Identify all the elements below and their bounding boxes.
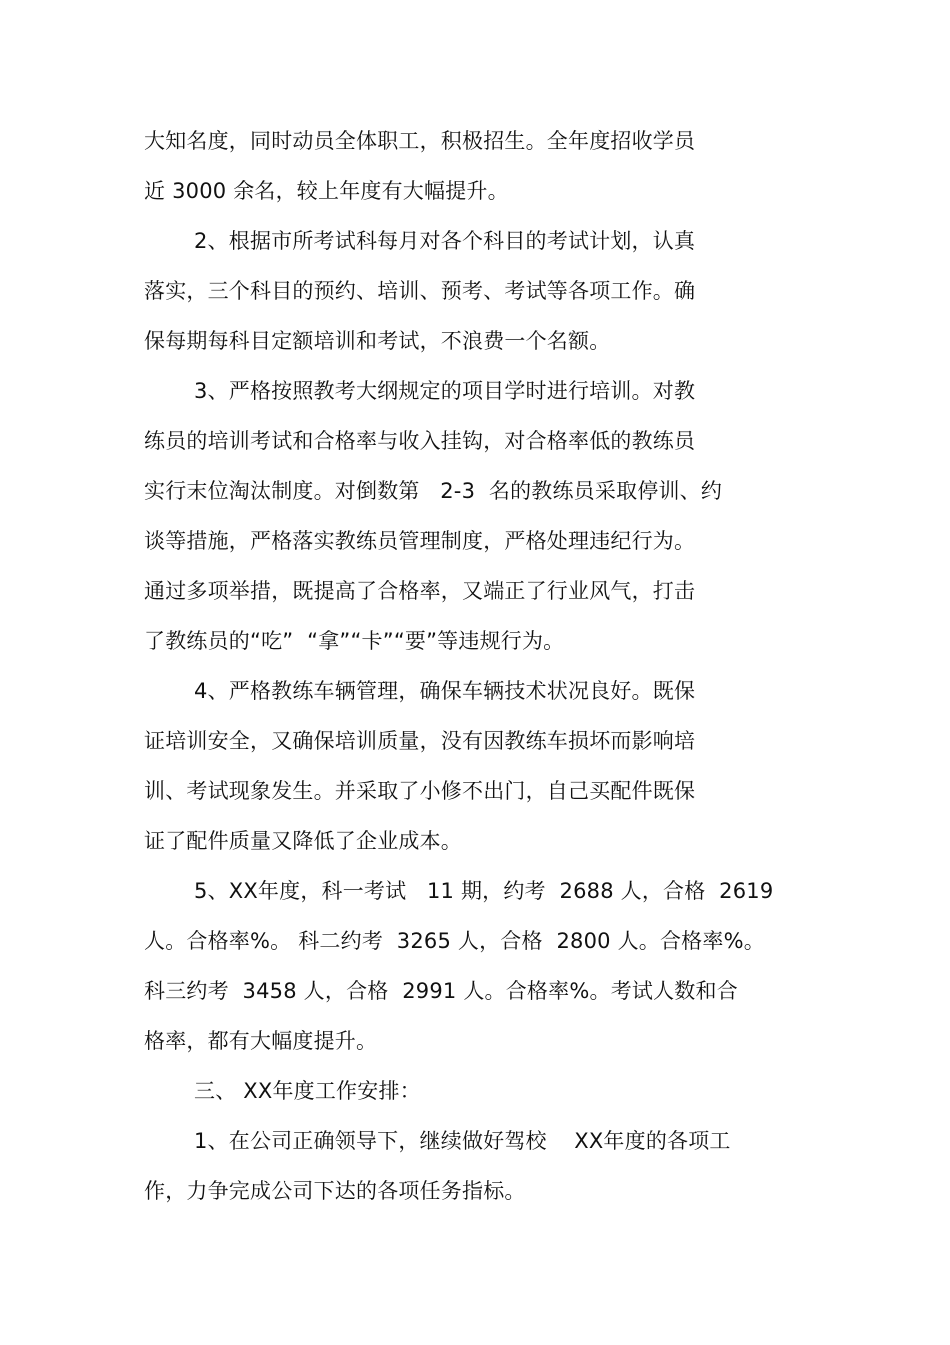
- text-line: 证了配件质量又降低了企业成本。: [144, 829, 462, 853]
- text-line: 4、严格教练车辆管理，确保车辆技术状况良好。既保: [194, 679, 696, 703]
- text-line: 证培训安全，又确保培训质量，没有因教练车损坏而影响培: [144, 729, 696, 753]
- text-line: 科三约考 3458 人，合格 2991 人。合格率%。考试人数和合: [144, 979, 738, 1003]
- text-line: 保每期每科目定额培训和考试，不浪费一个名额。: [144, 329, 611, 353]
- text-line: 近 3000 余名，较上年度有大幅提升。: [144, 179, 509, 203]
- text-line: 谈等措施，严格落实教练员管理制度，严格处理违纪行为。: [144, 529, 696, 553]
- text-line: 5、XX年度，科一考试 11 期，约考 2688 人，合格 2619: [194, 879, 774, 903]
- text-line: 格率，都有大幅度提升。: [144, 1029, 378, 1053]
- text-line: 训、考试现象发生。并采取了小修不出门，自己买配件既保: [144, 779, 696, 803]
- text-line: 2、根据市所考试科每月对各个科目的考试计划，认真: [194, 229, 696, 253]
- text-line: 了教练员的“吃” “拿”“卡”“要”等违规行为。: [144, 629, 565, 653]
- text-line: 练员的培训考试和合格率与收入挂钩，对合格率低的教练员: [144, 429, 696, 453]
- text-line: 作，力争完成公司下达的各项任务指标。: [144, 1179, 526, 1203]
- text-line: 1、在公司正确领导下，继续做好驾校 XX年度的各项工: [194, 1129, 731, 1153]
- text-line: 3、严格按照教考大纲规定的项目学时进行培训。对教: [194, 379, 696, 403]
- text-line: 人。合格率%。 科二约考 3265 人，合格 2800 人。合格率%。: [144, 929, 765, 953]
- section-heading: 三、 XX年度工作安排：: [194, 1079, 421, 1103]
- text-line: 大知名度，同时动员全体职工，积极招生。全年度招收学员: [144, 129, 696, 153]
- text-line: 通过多项举措，既提高了合格率，又端正了行业风气，打击: [144, 579, 696, 603]
- text-line: 落实，三个科目的预约、培训、预考、考试等各项工作。确: [144, 279, 696, 303]
- text-line: 实行末位淘汰制度。对倒数第 2-3 名的教练员采取停训、约: [144, 479, 723, 503]
